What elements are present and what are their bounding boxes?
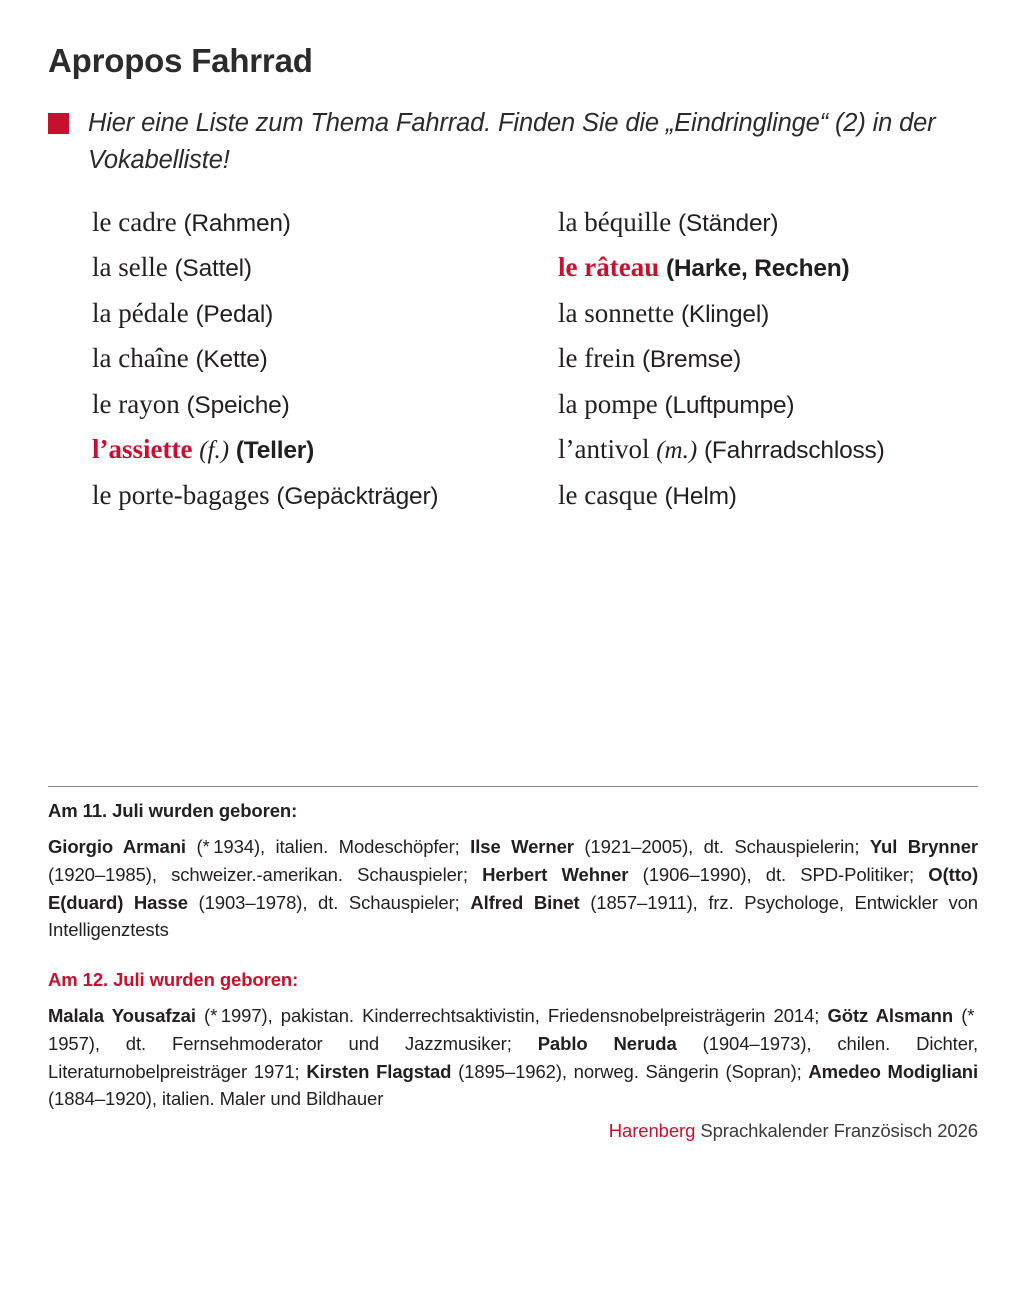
german-translation: (Fahrradschloss) <box>703 437 885 465</box>
vocabulary-entry <box>92 388 290 420</box>
german-translation: (Bremse) <box>641 346 742 374</box>
vocabulary-entry <box>558 342 741 374</box>
birthday-block <box>48 800 978 944</box>
birthday-heading: Am 12. Juli wurden geboren: <box>48 969 299 990</box>
french-term: le râteau <box>558 252 660 283</box>
page-content <box>48 0 978 526</box>
vocabulary-entry <box>92 342 268 374</box>
french-term: l’antivol <box>558 434 650 465</box>
vocabulary-entry <box>558 433 885 466</box>
vocabulary-entry <box>92 206 291 238</box>
footer-brand: Harenberg <box>608 1120 696 1141</box>
german-translation: (Kette) <box>195 346 268 374</box>
german-translation: (Luftpumpe) <box>664 391 795 419</box>
vocabulary-list <box>48 206 978 526</box>
german-translation: (Klingel) <box>680 300 770 328</box>
vocabulary-row <box>48 251 978 297</box>
task-instruction <box>48 105 978 177</box>
square-bullet-icon <box>48 113 69 134</box>
vocabulary-entry <box>92 433 314 466</box>
vocabulary-entry <box>558 206 778 238</box>
birthday-entries: Giorgio Armani (* 1934), italien. Modeschöpfer; Ilse Werner (1921–2005), dt. Schauspielerin; Yul Brynner (1920–1985), schweizer.-amerikan. Schauspieler; Herbert Wehner (1906–1990), dt. SPD-Politiker; O(tto) E(duard) Hasse (1903–1978), dt. Schauspieler; Alfred Binet (1857–1911), frz. Psychologe, Entwickler von Intelligenztests <box>48 836 979 941</box>
vocabulary-row <box>48 479 978 525</box>
vocabulary-entry <box>92 251 252 283</box>
vocabulary-row <box>48 433 978 479</box>
page-title: Apropos Fahrrad <box>48 42 313 79</box>
vocabulary-row <box>48 297 978 343</box>
german-translation: (Ständer) <box>677 209 779 237</box>
french-term: le casque <box>558 479 658 510</box>
vocabulary-entry <box>558 251 850 283</box>
birthday-block <box>48 969 978 1113</box>
french-term: le frein <box>558 343 636 374</box>
gender-marker: (f.) <box>199 437 230 465</box>
task-instruction-text: Hier eine Liste zum Thema Fahrrad. Finden Sie die „Eindringlinge“ (2) in der Vokabelliste! <box>88 109 936 174</box>
footer-title: Sprachkalender Französisch 2026 <box>695 1120 978 1141</box>
german-translation: (Teller) <box>235 437 315 465</box>
birthdays-section <box>48 800 978 1113</box>
section-divider <box>48 786 978 787</box>
vocabulary-entry <box>92 297 273 329</box>
birthday-heading: Am 11. Juli wurden geboren: <box>48 800 298 821</box>
french-term: le rayon <box>92 388 180 419</box>
french-term: la béquille <box>558 206 672 237</box>
vocabulary-row <box>48 206 978 252</box>
german-translation: (Sattel) <box>174 255 252 283</box>
french-term: l’assiette <box>92 434 193 465</box>
german-translation: (Pedal) <box>195 300 274 328</box>
french-term: le cadre <box>92 206 177 237</box>
french-term: la pédale <box>92 297 189 328</box>
german-translation: (Helm) <box>664 482 737 510</box>
vocabulary-entry <box>558 479 737 511</box>
vocabulary-entry <box>558 297 769 329</box>
french-term: la sonnette <box>558 297 675 328</box>
german-translation: (Harke, Rechen) <box>665 255 850 283</box>
gender-marker: (m.) <box>656 437 698 465</box>
vocabulary-row <box>48 342 978 388</box>
german-translation: (Rahmen) <box>183 209 291 237</box>
birthday-entries: Malala Yousafzai (* 1997), pakistan. Kinderrechtsaktivistin, Friedensnobelpreisträgerin 2014; Götz Alsmann (* 1957), dt. Fernsehmoderator und Jazzmusiker; Pablo Neruda (1904–1973), chilen. Dichter, Literaturnobelpreisträger 1971; Kirsten Flagstad (1895–1962), norweg. Sängerin (Sopran); Amedeo Modigliani (1884–1920), italien. Maler und Bildhauer <box>48 1005 979 1110</box>
french-term: le porte-bagages <box>92 479 270 510</box>
vocabulary-entry <box>92 479 438 511</box>
german-translation: (Speiche) <box>186 391 290 419</box>
french-term: la chaîne <box>92 343 189 374</box>
vocabulary-row <box>48 388 978 434</box>
vocabulary-entry <box>558 388 794 420</box>
footer <box>48 1120 978 1142</box>
german-translation: (Gepäckträger) <box>276 482 439 510</box>
french-term: la selle <box>92 252 168 283</box>
french-term: la pompe <box>558 388 658 419</box>
